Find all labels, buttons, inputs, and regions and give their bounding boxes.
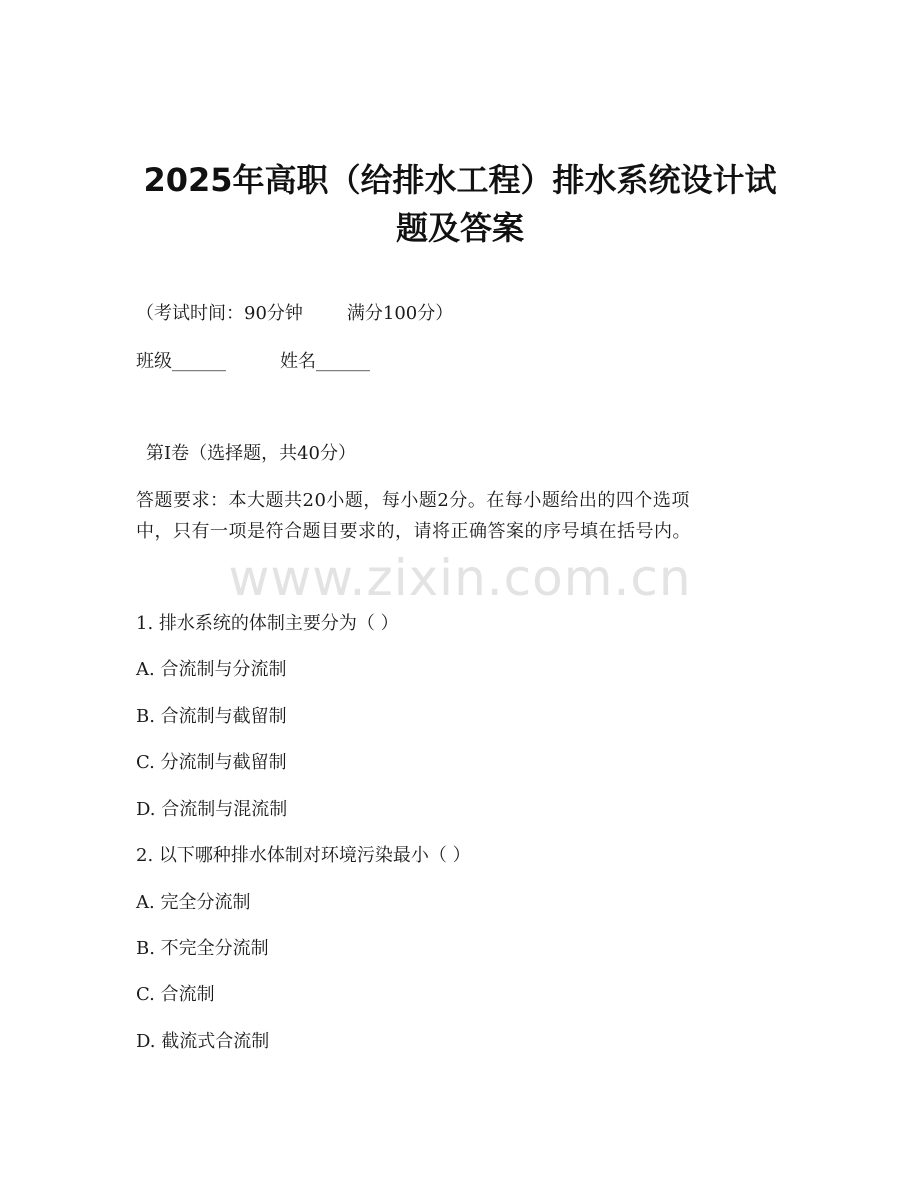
question-1-option-b: B. 合流制与截留制 [136,706,287,727]
question-2-option-d: D. 截流式合流制 [136,1031,270,1052]
full-score: 满分100分） [346,303,454,324]
document-title-line-2: 题及答案 [395,209,524,247]
question-1-stem: 1. 排水系统的体制主要分为（ ） [136,613,399,634]
student-info [136,350,370,374]
section-title: 第Ⅰ卷（选择题，共40分） [146,443,357,464]
exam-time: （考试时间：90分钟 [136,303,303,324]
question-2-option-c: C. 合流制 [136,984,215,1005]
question-1-option-a: A. 合流制与分流制 [136,659,287,680]
name-field: 姓名______ [280,351,370,372]
document-title-line-1: 2025年高职（给排水工程）排水系统设计试 [143,161,777,199]
question-2-stem: 2. 以下哪种排水体制对环境污染最小（ ） [136,845,471,866]
exam-info [136,302,453,326]
instructions-line-2: 中，只有一项是符合题目要求的，请将正确答案的序号填在括号内。 [136,521,691,542]
question-2-option-b: B. 不完全分流制 [136,938,269,959]
watermark: www.zixin.com.cn [228,549,692,607]
question-2-option-a: A. 完全分流制 [136,892,251,913]
instructions-line-1: 答题要求：本大题共20小题，每小题2分。在每小题给出的四个选项 [136,490,690,511]
class-field: 班级______ [136,351,226,372]
question-1-option-c: C. 分流制与截留制 [136,752,287,773]
question-1-option-d: D. 合流制与混流制 [136,799,288,820]
